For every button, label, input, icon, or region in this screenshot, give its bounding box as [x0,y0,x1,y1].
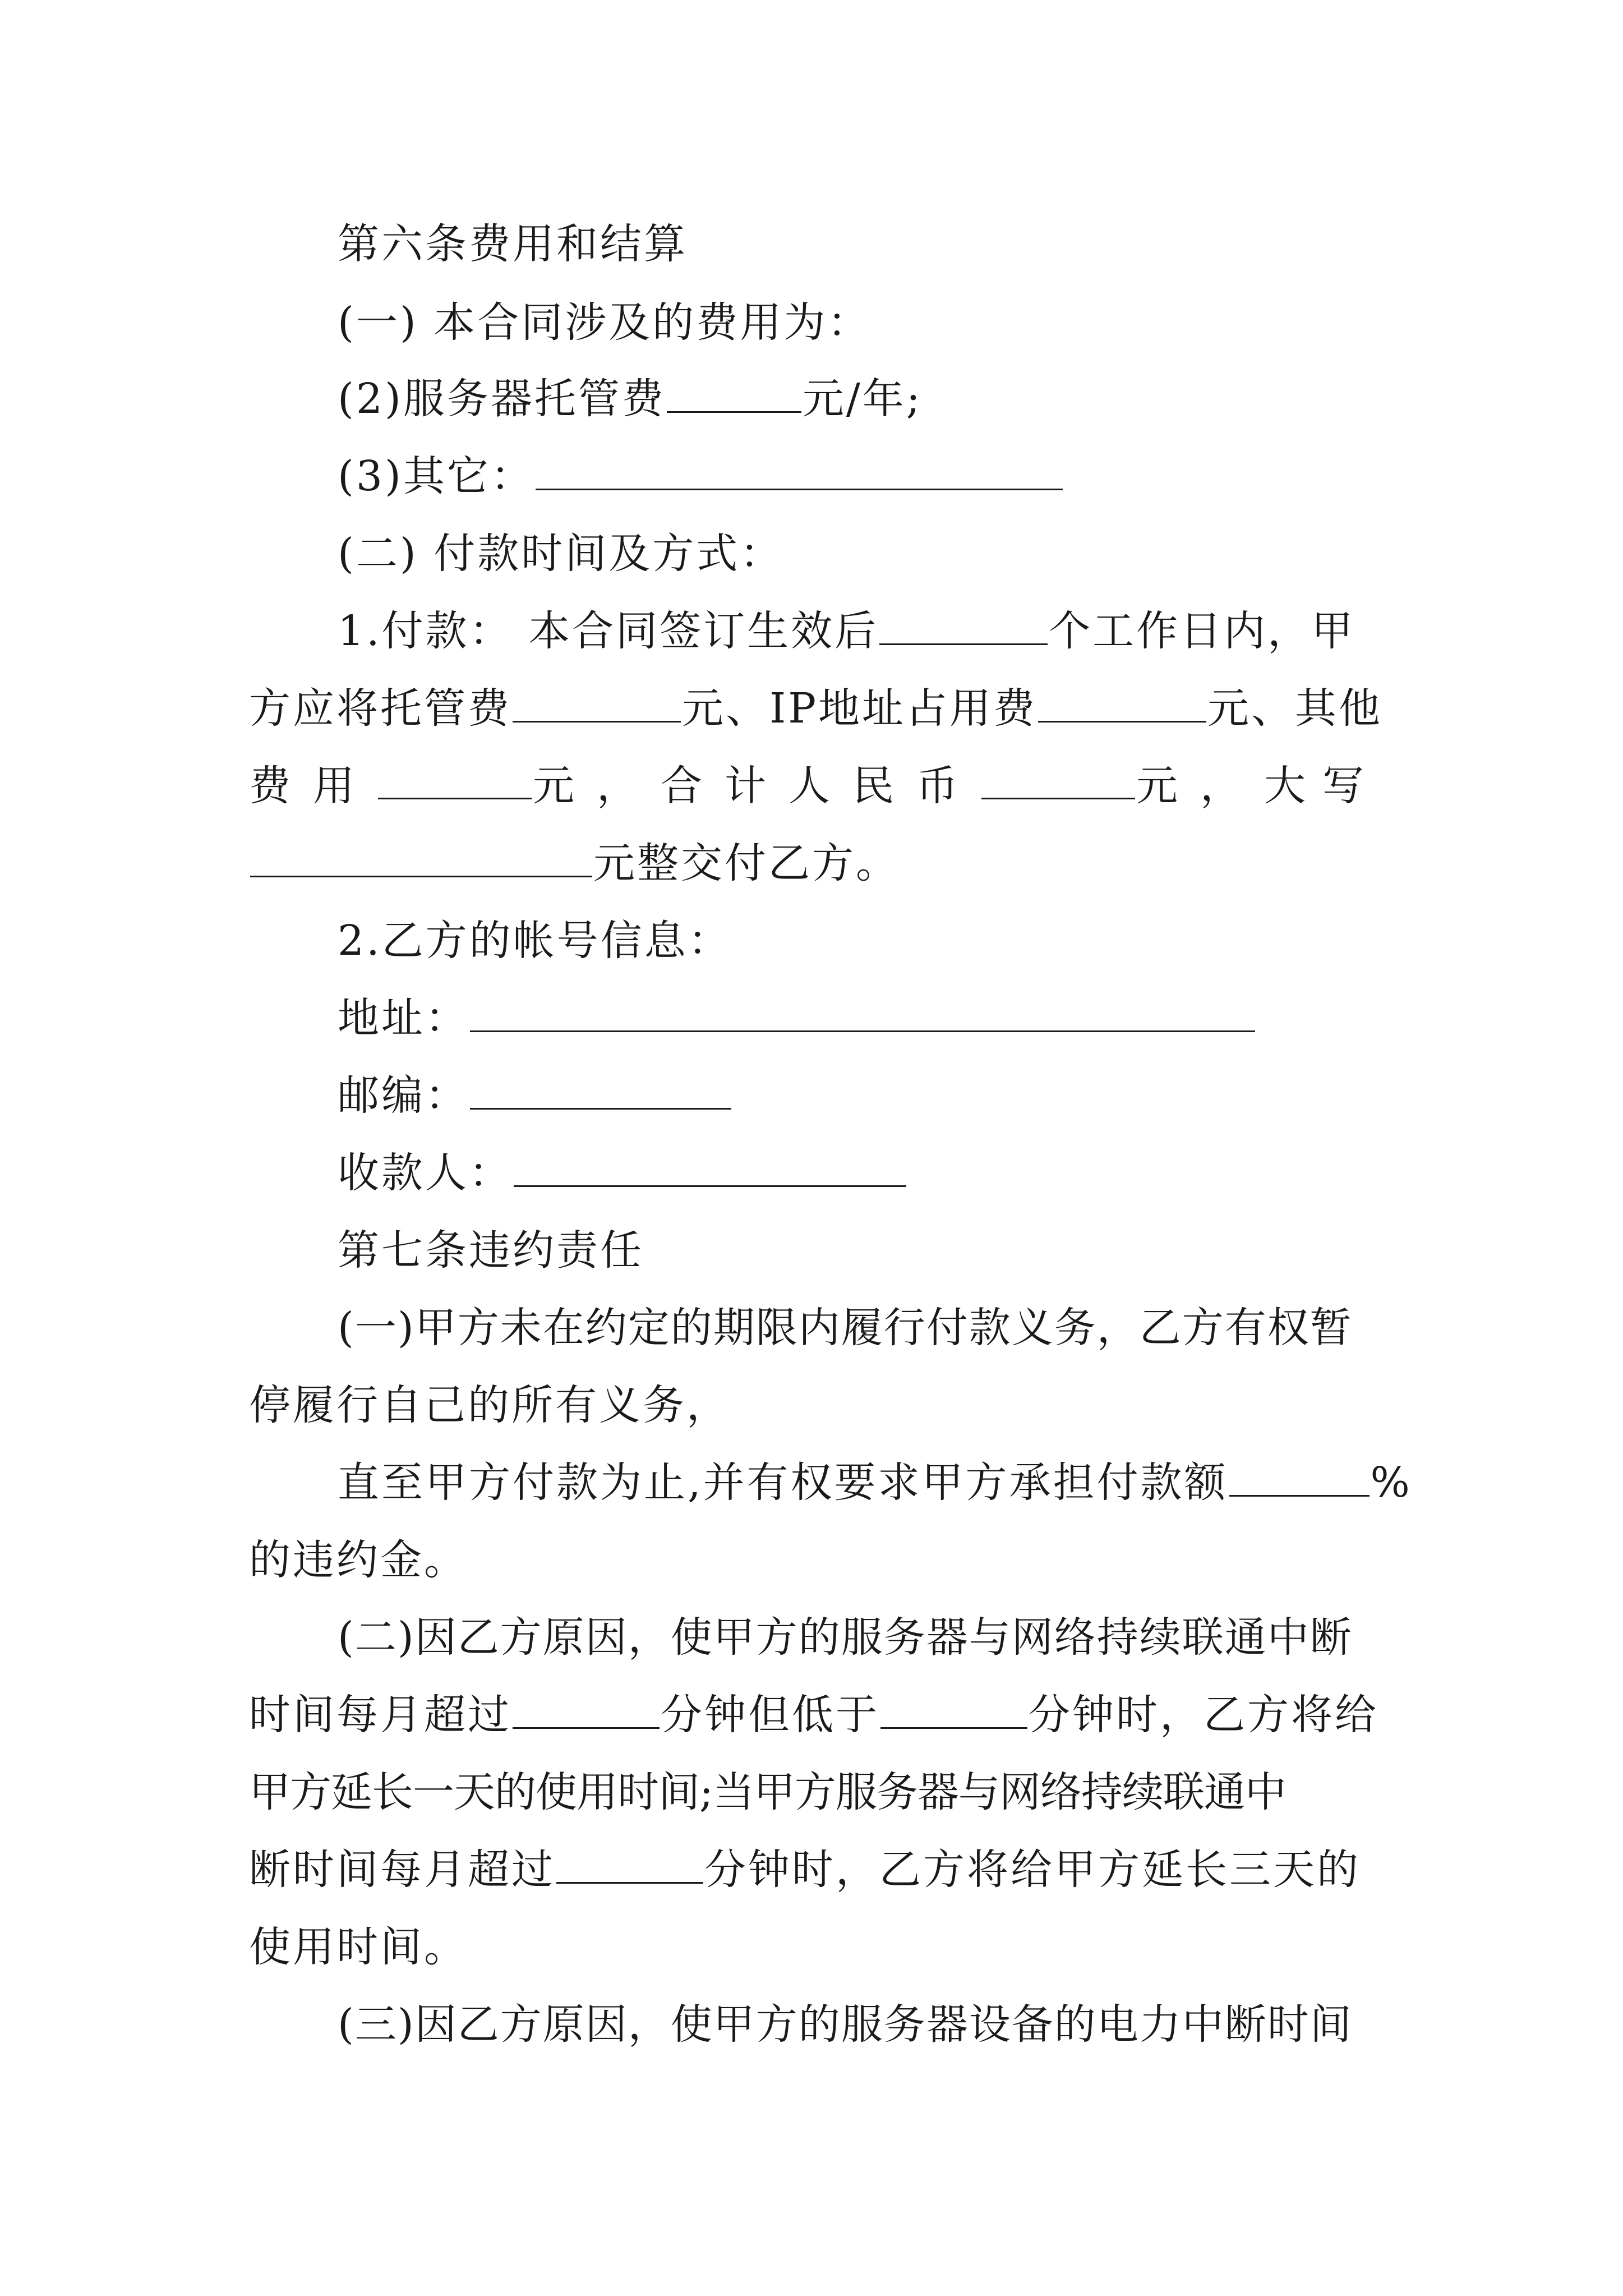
hosting-fee-blank[interactable] [667,379,801,413]
p3-line1-text: (二)因乙方原因，使甲方的服务器与网络持续联通中断 [338,1613,1353,1662]
payment-line3-c: 合计人民币 [661,762,980,810]
payment-line4-text: 元整交付乙方。 [593,839,900,887]
p3-line5-text: 使用时间。 [249,1923,468,1971]
article7-p2-line1 [338,1458,1412,1507]
payee-label: 收款人： [338,1149,513,1197]
minutes-over-blank[interactable] [513,1695,660,1729]
item2-label: (2)服务器托管费 [338,375,666,423]
workdays-blank[interactable] [879,611,1048,645]
article7-p3-line5 [249,1923,468,1971]
address-blank[interactable] [470,998,1255,1032]
zip-blank[interactable] [470,1075,731,1110]
payment-line4 [249,839,900,887]
payment-line3-a: 费用 [249,762,377,810]
p3-line2-c: 分钟时，乙方将给 [1029,1691,1378,1739]
payment-line3-b: 元， [533,762,661,810]
payment-line2-a: 方应将托管费 [249,684,511,733]
article7-p3-line1 [338,1613,1353,1662]
p3-line2-b: 分钟但低于 [661,1691,879,1739]
payment-line3-e: 大写 [1264,762,1381,810]
payment-line2 [249,684,1383,733]
article7-p3-line3 [249,1768,1286,1816]
article6-title-text: 第六条费用和结算 [338,220,688,268]
article6-section1 [338,298,872,347]
payee-line [338,1149,907,1197]
article7-title [338,1226,644,1274]
item3-label: (3)其它： [338,452,534,500]
zip-line [338,1071,732,1120]
p3-line4-b: 分钟时，乙方将给甲方延长三天的 [704,1846,1361,1894]
capital-amount-blank[interactable] [250,843,592,877]
payment-text-b: 个工作日内，甲 [1049,607,1355,655]
p3-line2-a: 时间每月超过 [249,1691,511,1739]
article7-p4-line1 [338,2000,1353,2049]
p1-line1-text: (一)甲方未在约定的期限内履行付款义务，乙方有权暂 [338,1304,1353,1352]
ip-fee-blank[interactable] [1038,688,1206,723]
minutes-under-blank[interactable] [880,1695,1027,1729]
payee-blank[interactable] [514,1153,906,1187]
article7-p1-line2 [249,1381,730,1429]
penalty-percent-blank[interactable] [1229,1462,1370,1497]
other-fee-blank[interactable] [536,456,1063,490]
payment-line3-d: 元， [1136,762,1264,810]
section2-text: (二) 付款时间及方式： [338,530,784,578]
payment-text-a: 1.付款： 本合同签订生效后 [338,607,879,655]
hosting-amount-blank[interactable] [513,688,681,723]
item2-unit: 元/年; [802,375,923,423]
article7-p3-line4 [249,1846,1361,1894]
section1-text: (一) 本合同涉及的费用为： [338,298,872,347]
p2-line1-text: 直至甲方付款为止,并有权要求甲方承担付款额 [338,1458,1228,1507]
article7-p2-line2 [249,1536,468,1584]
article6-item2 [338,375,923,423]
address-label: 地址： [338,994,469,1042]
zip-label: 邮编： [338,1071,469,1120]
payment-line2-c: 元、其他 [1207,684,1383,733]
total-amount-blank[interactable] [981,765,1135,799]
p3-line4-a: 断时间每月超过 [249,1846,555,1894]
p3-line3-text: 甲方延长一天的使用时间;当甲方服务器与网络持续联通中 [249,1768,1286,1816]
article7-title-text: 第七条违约责任 [338,1226,644,1274]
article6-item3 [338,452,1064,500]
p1-line2-text: 停履行自己的所有义务， [249,1381,730,1429]
account-title-text: 2.乙方的帐号信息： [338,917,732,965]
payment-line2-b: 元、IP地址占用费 [682,684,1038,733]
account-title [338,917,732,965]
address-line [338,994,1256,1042]
payment-line3 [249,762,1381,810]
p4-line1-text: (三)因乙方原因，使甲方的服务器设备的电力中断时间 [338,2000,1353,2049]
payment-line1 [338,607,1355,655]
article7-p1-line1 [338,1304,1353,1352]
article6-title [338,220,688,268]
p2-line2-text: 的违约金。 [249,1536,468,1584]
other-amount-blank[interactable] [378,765,532,799]
minutes-over-three-days-blank[interactable] [556,1849,703,1884]
article6-section2 [338,530,784,578]
percent-sign: % [1370,1458,1412,1507]
article7-p3-line2 [249,1691,1378,1739]
